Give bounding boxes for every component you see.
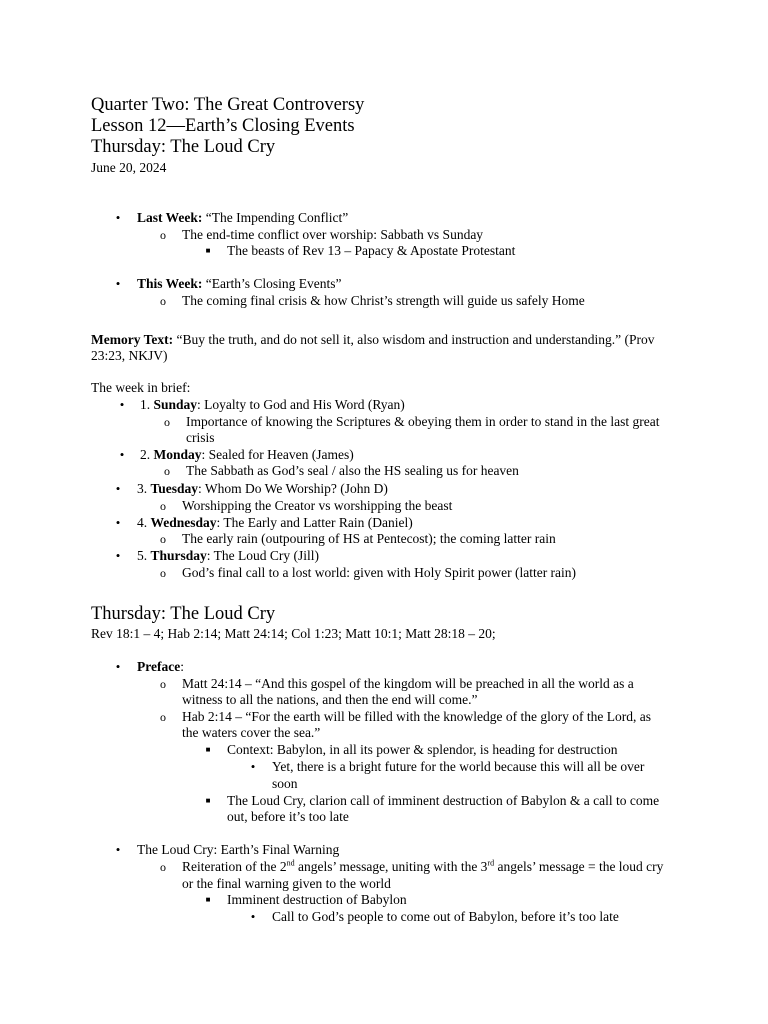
bullet-icon: • <box>250 759 256 774</box>
bullet-icon: • <box>250 909 256 924</box>
final-warning-item: The Loud Cry: Earth’s Final Warning <box>137 842 340 857</box>
section-heading: Thursday: The Loud Cry <box>91 604 276 624</box>
bullet-icon: • <box>115 548 121 563</box>
square-bullet-icon: ■ <box>205 246 211 255</box>
square-bullet-icon: ■ <box>205 895 211 904</box>
brief-item: 3. Tuesday: Whom Do We Worship? (John D) <box>137 481 388 496</box>
bullet-icon: • <box>115 210 121 225</box>
brief-sub: Importance of knowing the Scriptures & obeying them in order to stand in the last great <box>186 414 660 429</box>
square-bullet-icon: ■ <box>205 796 211 805</box>
circle-bullet-icon: o <box>160 860 166 874</box>
brief-sub: Worshipping the Creator vs worshipping the beast <box>182 498 453 513</box>
memory-text-cont: 23:23, NKJV) <box>91 348 168 363</box>
bullet-icon: • <box>119 447 125 462</box>
bullet-icon: • <box>115 515 121 530</box>
last-week-sub: The end-time conflict over worship: Sabbath vs Sunday <box>182 227 484 242</box>
circle-bullet-icon: o <box>164 415 170 429</box>
this-week-sub: The coming final crisis & how Christ’s strength will guide us safely Home <box>182 293 585 308</box>
day-title: Thursday: The Loud Cry <box>91 137 276 157</box>
document-title: Quarter Two: The Great Controversy <box>91 95 365 115</box>
preface-verse: Hab 2:14 – “For the earth will be filled with the knowledge of the glory of the Lord, as <box>182 709 652 724</box>
bullet-icon: • <box>115 481 121 496</box>
final-warning-subsub: Imminent destruction of Babylon <box>227 892 407 907</box>
brief-sub: The early rain (outpouring of HS at Pentecost); the coming latter rain <box>182 531 556 546</box>
this-week-item: This Week: “Earth’s Closing Events” <box>137 276 342 291</box>
preface-verse-cont: the waters cover the sea.” <box>182 725 321 740</box>
circle-bullet-icon: o <box>160 294 166 308</box>
week-brief-heading: The week in brief: <box>91 380 191 395</box>
circle-bullet-icon: o <box>160 566 166 580</box>
brief-item: 5. Thursday: The Loud Cry (Jill) <box>137 548 320 563</box>
preface-hope-cont: soon <box>272 776 298 791</box>
circle-bullet-icon: o <box>164 464 170 478</box>
preface-loudcry: The Loud Cry, clarion call of imminent destruction of Babylon & a call to come <box>227 793 660 808</box>
circle-bullet-icon: o <box>160 532 166 546</box>
brief-item: 1. Sunday: Loyalty to God and His Word (Ryan) <box>140 397 405 412</box>
preface-loudcry-cont: out, before it’s too late <box>227 809 349 824</box>
lesson-title: Lesson 12—Earth’s Closing Events <box>91 116 355 136</box>
brief-sub-cont: crisis <box>186 430 215 445</box>
preface-context: Context: Babylon, in all its power & splendor, is heading for destruction <box>227 742 618 757</box>
square-bullet-icon: ■ <box>205 745 211 754</box>
circle-bullet-icon: o <box>160 499 166 513</box>
last-week-item: Last Week: “The Impending Conflict” <box>137 210 349 225</box>
memory-text: Memory Text: “Buy the truth, and do not sell it, also wisdom and instruction and understanding.” (Prov <box>91 332 655 347</box>
preface-verse: Matt 24:14 – “And this gospel of the kingdom will be preached in all the world as a <box>182 676 634 691</box>
brief-sub: God’s final call to a lost world: given with Holy Spirit power (latter rain) <box>182 565 577 580</box>
final-warning-call: Call to God’s people to come out of Babylon, before it’s too late <box>272 909 619 924</box>
circle-bullet-icon: o <box>160 677 166 691</box>
last-week-subsub: The beasts of Rev 13 – Papacy & Apostate Protestant <box>227 243 516 258</box>
final-warning-sub-cont: or the final warning given to the world <box>182 876 391 891</box>
document-date: June 20, 2024 <box>91 160 167 175</box>
circle-bullet-icon: o <box>160 228 166 242</box>
section-references: Rev 18:1 – 4; Hab 2:14; Matt 24:14; Col 1:23; Matt 10:1; Matt 28:18 – 20; <box>91 626 496 641</box>
final-warning-sub: Reiteration of the 2nd angels’ message, uniting with the 3rd angels’ message = the loud cry <box>182 858 664 874</box>
brief-item: 2. Monday: Sealed for Heaven (James) <box>140 447 354 462</box>
preface-verse-cont: witness to all the nations, and then the end will come.” <box>182 692 478 707</box>
bullet-icon: • <box>115 276 121 291</box>
brief-sub: The Sabbath as God’s seal / also the HS sealing us for heaven <box>186 463 519 478</box>
preface-hope: Yet, there is a bright future for the world because this will all be over <box>272 759 645 774</box>
bullet-icon: • <box>115 842 121 857</box>
bullet-icon: • <box>115 659 121 674</box>
brief-item: 4. Wednesday: The Early and Latter Rain (Daniel) <box>137 515 413 530</box>
circle-bullet-icon: o <box>160 710 166 724</box>
bullet-icon: • <box>119 397 125 412</box>
preface-item: Preface: <box>137 659 184 674</box>
